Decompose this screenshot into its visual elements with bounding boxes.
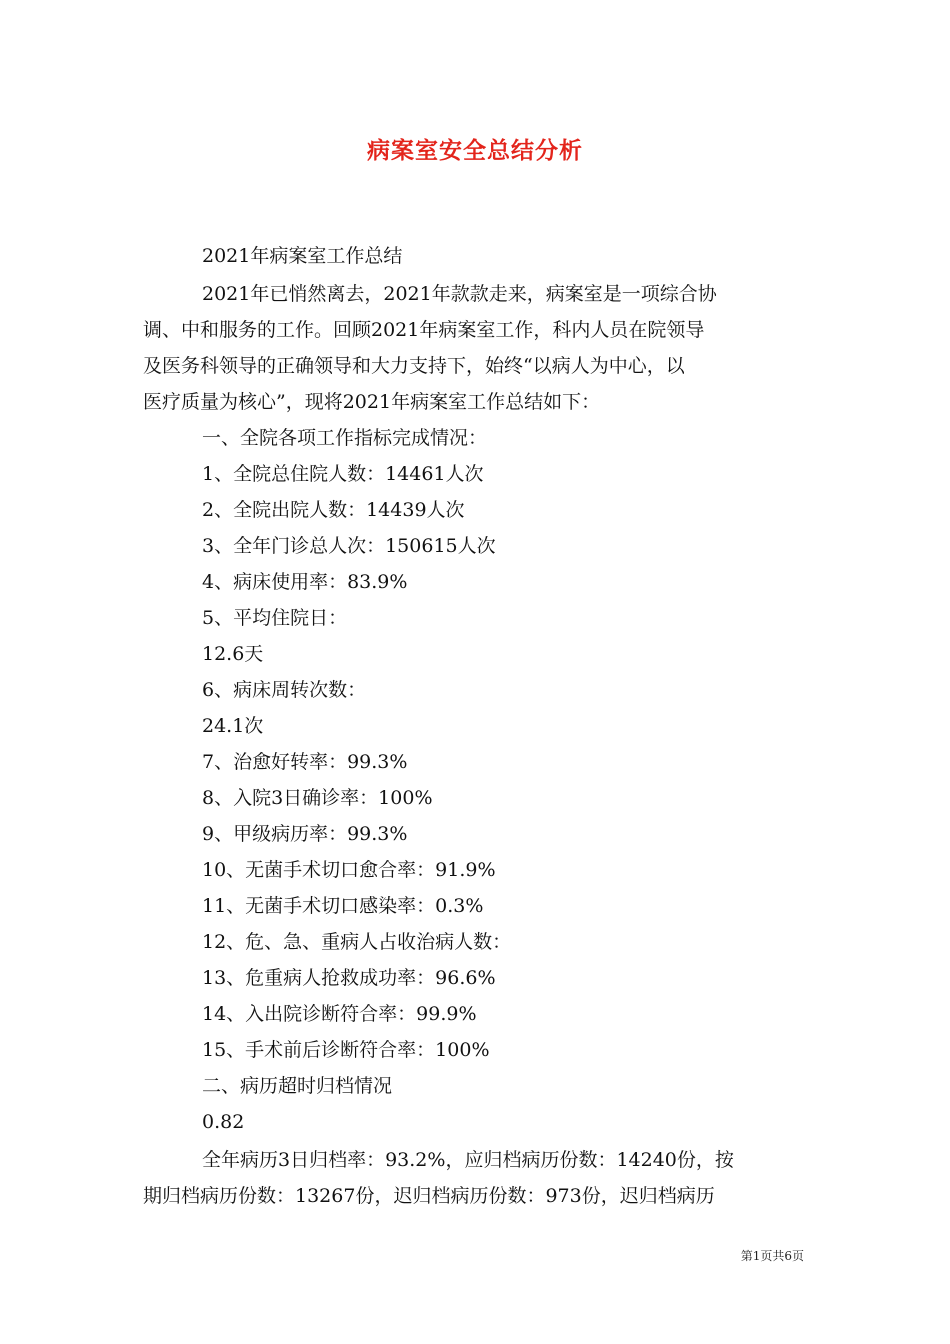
list-item: 14、入出院诊断符合率：99.9% xyxy=(202,1003,477,1025)
list-item: 5、平均住院日： xyxy=(202,607,348,629)
list-item: 12.6天 xyxy=(202,643,264,665)
paragraph-line: 全年病历3日归档率：93.2%，应归档病历份数：14240份，按 xyxy=(202,1149,734,1171)
paragraph-line: 调、中和服务的工作。回顾2021年病案室工作，科内人员在院领导 xyxy=(143,319,705,341)
list-item: 9、甲级病历率：99.3% xyxy=(202,823,408,845)
list-item: 13、危重病人抢救成功率：96.6% xyxy=(202,967,496,989)
list-item: 10、无菌手术切口愈合率：91.9% xyxy=(202,859,496,881)
list-item: 3、全年门诊总人次：150615人次 xyxy=(202,535,496,557)
section-heading: 二、病历超时归档情况 xyxy=(202,1075,393,1097)
paragraph-line: 医疗质量为核心”，现将2021年病案室工作总结如下： xyxy=(143,391,601,413)
paragraph-line: 2021年已悄然离去，2021年款款走来，病案室是一项综合协 xyxy=(202,283,717,305)
section-heading: 一、全院各项工作指标完成情况： xyxy=(202,427,488,449)
list-item: 2、全院出院人数：14439人次 xyxy=(202,499,465,521)
document-title: 病案室安全总结分析 xyxy=(367,137,583,164)
list-item: 7、治愈好转率：99.3% xyxy=(202,751,408,773)
list-item: 11、无菌手术切口感染率：0.3% xyxy=(202,895,484,917)
list-item: 12、危、急、重病人占收治病人数： xyxy=(202,931,512,953)
list-item: 24.1次 xyxy=(202,715,264,737)
page-indicator: 第1页共6页 xyxy=(740,1249,804,1263)
list-item: 6、病床周转次数： xyxy=(202,679,367,701)
paragraph-line: 2021年病案室工作总结 xyxy=(202,245,403,267)
paragraph-line: 及医务科领导的正确领导和大力支持下，始终“以病人为中心，以 xyxy=(143,355,685,377)
paragraph-line: 期归档病历份数：13267份，迟归档病历份数：973份，迟归档病历 xyxy=(143,1185,715,1207)
list-item: 1、全院总住院人数：14461人次 xyxy=(202,463,484,485)
list-item: 15、手术前后诊断符合率：100% xyxy=(202,1039,490,1061)
list-item: 4、病床使用率：83.9% xyxy=(202,571,408,593)
list-item: 8、入院3日确诊率：100% xyxy=(202,787,433,809)
list-item: 0.82 xyxy=(202,1111,245,1133)
